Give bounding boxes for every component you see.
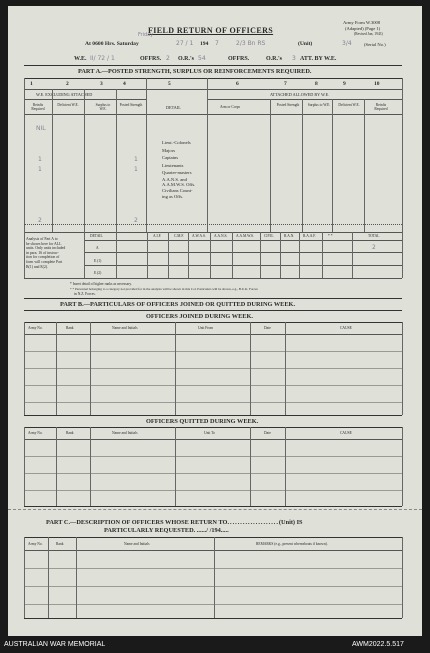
hw-date: 27 / 1 <box>176 40 194 47</box>
hw-c4-capt: 1 <box>134 156 138 163</box>
rank-captains: Captains <box>162 155 179 161</box>
revised-label: (Revised Jan, 1943) <box>354 32 383 36</box>
rank-civilians: Civilians Count- <box>162 187 193 193</box>
jh-army: Army No. <box>28 326 43 330</box>
an-ran: R.A.N. <box>284 234 295 238</box>
footer-accession: AWM2022.5.517 <box>352 641 404 648</box>
form-title: FIELD RETURN OF OFFICERS <box>148 26 274 35</box>
we-excluding-header: W.E. EXCLUDING ATTACHED <box>36 92 93 97</box>
hw-unit: 2/3 Bn RS <box>236 40 266 47</box>
attached-allowed-header: ATTACHED ALLOWED BY W.E. <box>270 92 330 97</box>
col-num-2: 2 <box>66 81 69 87</box>
sub-posted-r: Posted Strength <box>276 103 300 107</box>
sub-surplus-r: Surplus to W.E. <box>307 103 331 107</box>
qh-date: Date <box>264 431 271 435</box>
hw-nil: NIL <box>36 125 46 132</box>
ch-army: Army No. <box>28 542 43 546</box>
ors-label: O.R.'s <box>178 56 195 62</box>
hw-serial: 3/4 <box>342 40 352 47</box>
col-num-3: 3 <box>100 81 103 87</box>
hw-year: 7 <box>215 40 219 47</box>
qh-unit: Unit To <box>204 431 215 435</box>
an-cmf: C.M.F. <box>174 234 184 238</box>
sub-deficient-r: Deficient W.E. <box>338 103 360 107</box>
hw-an-total: 2 <box>372 244 376 251</box>
army-form-label: Army Form W.3008 <box>343 20 381 25</box>
part-c-line2: PARTICULARLY REQUESTED. <box>104 527 196 534</box>
hw-we: II/ 72 / 1 <box>90 55 115 62</box>
rank-aans: A.A.N.S. and <box>162 176 187 182</box>
an-aans: A.A.N.S. <box>214 234 228 238</box>
rank-qm: Quarter-masters <box>162 170 192 176</box>
an-total: TOTAL <box>368 234 380 238</box>
qh-rank: Rank <box>66 431 74 435</box>
qh-name: Name and Initials <box>112 431 138 435</box>
col-num-8: 8 <box>315 81 318 87</box>
an-row-e1: E.(1) <box>94 259 102 263</box>
sub-posted: Posted Strength <box>119 103 143 107</box>
att-by-we-label: ATT. BY W.E. <box>300 56 337 62</box>
year-label: 194 <box>200 41 209 47</box>
unit-label: (Unit) <box>298 41 313 47</box>
sub-reinfts: Reinfts Required <box>31 103 45 111</box>
serial-label: (Serial No.) <box>364 42 386 47</box>
adapted-label: (Adapted) (Page 1) <box>345 26 381 31</box>
an-detail: DETAIL <box>90 234 103 238</box>
hw-c1-total: 2 <box>38 217 42 224</box>
att-offrs-label: OFFRS. <box>228 56 250 62</box>
jh-date: Date <box>264 326 271 330</box>
an-awas: A.W.A.S. <box>192 234 206 238</box>
detail-header: DETAIL <box>166 105 181 110</box>
part-c-title: PART C.—DESCRIPTION OF OFFICERS WHOSE RETURN TO....................(Unit) IS <box>46 519 303 526</box>
sub-deficient: Deficient W.E. <box>57 103 79 107</box>
hw-friday: Friday <box>138 32 154 38</box>
col-num-9: 9 <box>343 81 346 87</box>
an-other: * * <box>328 234 333 238</box>
an-raaf: R.A.A.F. <box>303 234 316 238</box>
an-row-e2: E.(2) <box>94 271 102 275</box>
col-num-5: 5 <box>168 81 171 87</box>
hw-c1-capt: 1 <box>38 156 42 163</box>
sub-arm-corps: Arm or Corps <box>220 105 240 109</box>
part-b-title: PART B.—PARTICULARS OF OFFICERS JOINED OR QUITTED DURING WEEK. <box>60 301 296 308</box>
qh-army: Army No. <box>28 431 43 435</box>
form-sheet <box>8 6 422 636</box>
rank-civ-offs: ing as Offs. <box>162 193 184 199</box>
sub-surplus: Surplus to W.E. <box>95 103 111 111</box>
an-aif: A.I.F. <box>153 234 162 238</box>
analysis-note: Analysis of Part A to be shown here for ALL units. Only units included in para. 16 of instruc- tion for completion of form will complete Part B(1) and E(2). <box>26 237 66 269</box>
an-civil: CIVIL <box>264 234 274 238</box>
jh-unit: Unit From <box>198 326 214 330</box>
hrs-line: At 0600 Hrs. Saturday <box>85 41 139 47</box>
jh-cause: CAUSE <box>340 326 352 330</box>
footnote-2: * * Personnel belonging to a category not provided for in the analysis will be shown in this Col. Particulars will be shown, e.g., B.U.K. Forces <box>70 287 258 291</box>
col-num-4: 4 <box>123 81 126 87</box>
hw-ors: 54 <box>198 55 206 62</box>
att-ors-label: O.R.'s <box>266 56 283 62</box>
part-c-line2-wrap: PARTICULARLY REQUESTED. ....../ /194..... <box>104 527 229 534</box>
quitted-title: OFFICERS QUITTED DURING WEEK. <box>146 418 259 425</box>
hw-offrs: 2 <box>166 55 170 62</box>
offrs-label: OFFRS. <box>140 56 162 62</box>
col-num-10: 10 <box>374 81 380 87</box>
rank-majors: Majors <box>162 147 176 153</box>
jh-name: Name and Initials <box>112 326 138 330</box>
ch-name: Name and Initials <box>124 542 150 546</box>
hw-c1-lt: 1 <box>38 166 42 173</box>
joined-title: OFFICERS JOINED DURING WEEK. <box>146 313 253 320</box>
hw-c4-total: 2 <box>134 217 138 224</box>
ch-remarks: REMARKS (e.g., present whereabouts if known). <box>256 542 328 546</box>
we-label: W.E. <box>74 56 87 62</box>
col-num-1: 1 <box>30 81 33 87</box>
footnote-3: in N.Z. Forces. <box>74 292 96 296</box>
col-num-6: 6 <box>236 81 239 87</box>
part-c-unit: (Unit) IS <box>278 519 303 526</box>
ranks-list <box>162 139 195 199</box>
an-aamws: A.A.M.W.S. <box>236 234 254 238</box>
rank-aamws: A.A.M.W.S. Offs. <box>162 181 196 187</box>
footnote-1: * Insert detail of higher ranks as necessary. <box>70 282 132 286</box>
rank-lt-col: Lieut.-Colonels <box>162 140 191 145</box>
col-num-7: 7 <box>284 81 287 87</box>
sub-reinfts-r: Reinfts Required <box>374 103 388 111</box>
part-c-date: / /194 <box>206 527 221 534</box>
footer-institution: AUSTRALIAN WAR MEMORIAL <box>4 641 106 648</box>
hw-c4-lt: 1 <box>134 166 138 173</box>
qh-cause: CAUSE <box>340 431 352 435</box>
hw-att: 3 <box>292 55 296 62</box>
ch-rank: Rank <box>56 542 64 546</box>
part-a-title: PART A.—POSTED STRENGTH, SURPLUS OR REINFORCEMENTS REQUIRED. <box>78 68 312 75</box>
an-row-a: A <box>96 246 99 250</box>
jh-rank: Rank <box>66 326 74 330</box>
archive-footer <box>0 638 430 653</box>
part-c-line1: PART C.—DESCRIPTION OF OFFICERS WHOSE RETURN TO <box>46 519 228 526</box>
rank-lieutenants: Lieutenants <box>162 162 184 168</box>
